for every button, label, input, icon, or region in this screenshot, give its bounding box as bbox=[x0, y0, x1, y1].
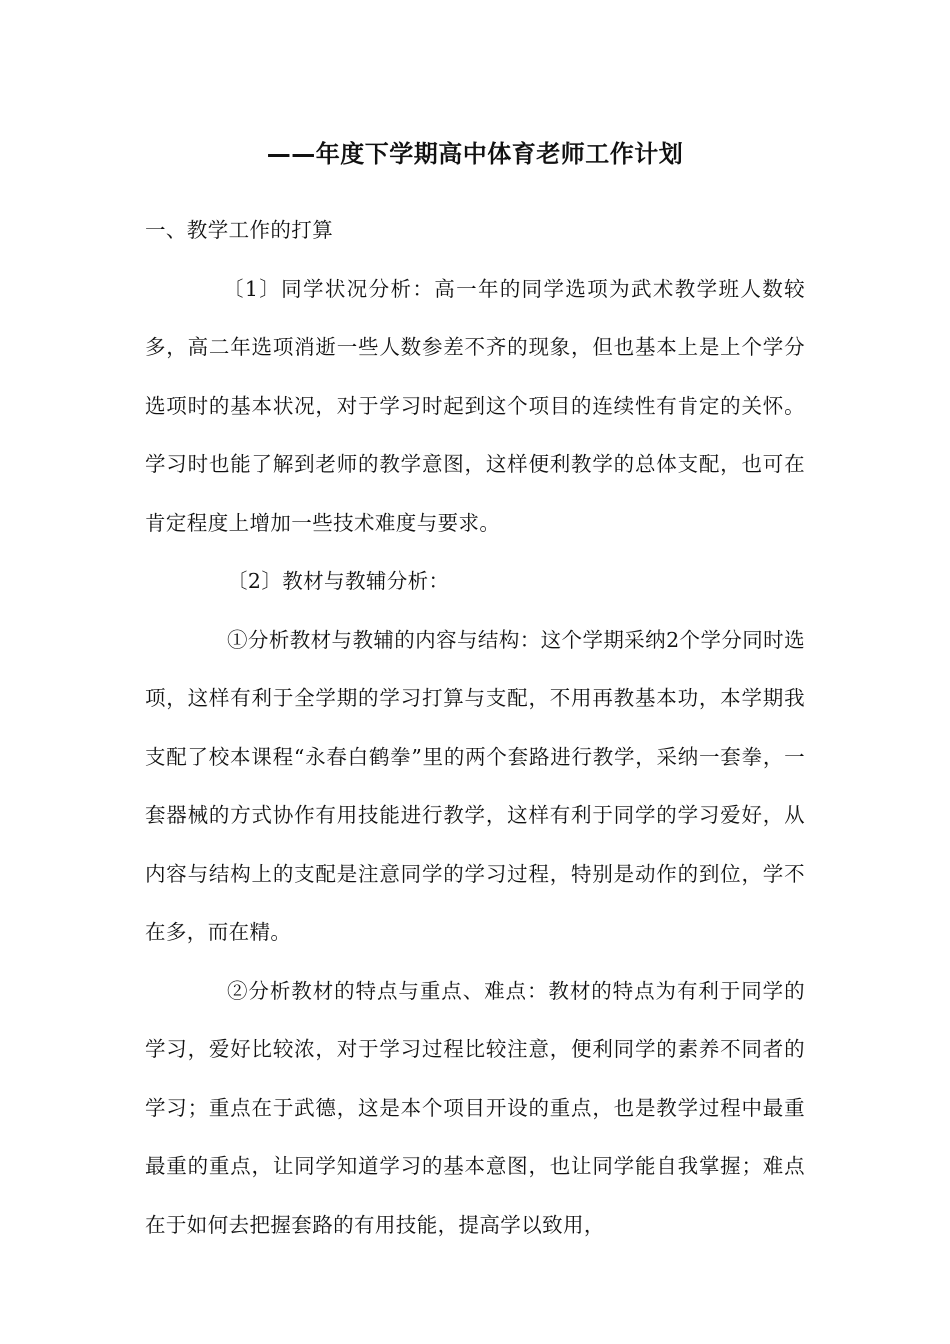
paragraph-materials-heading: 〔2〕教材与教辅分析： bbox=[227, 569, 450, 593]
document-body bbox=[145, 201, 805, 1254]
section-heading: 一、教学工作的打算 bbox=[145, 218, 334, 242]
paragraph-student-analysis: 〔1〕同学状况分析：高一年的同学选项为武术教学班人数较多，高二年选项消逝一些人数参差不齐的现象，但也基本上是上个学分选项时的基本状况，对于学习时起到这个项目的连续性有肯定的关怀。学习时也能了解到老师的教学意图，这样便利教学的总体支配，也可在肯定程度上增加一些技术难度与要求。 bbox=[145, 276, 805, 535]
paragraph-content-structure: ①分析教材与教辅的内容与结构：这个学期采纳2个学分同时选项，这样有利于全学期的学习打算与支配，不用再教基本功，本学期我支配了校本课程“永春白鹤拳”里的两个套路进行教学，采纳一套拳，一套器械的方式协作有用技能进行教学，这样有利于同学的学习爱好，从内容与结构上的支配是注意同学的学习过程，特别是动作的到位，学不在多，而在精。 bbox=[145, 627, 805, 944]
document-title: ——年度下学期高中体育老师工作计划 bbox=[266, 140, 684, 168]
paragraph-features-difficulties: ②分析教材的特点与重点、难点：教材的特点为有利于同学的学习，爱好比较浓，对于学习过程比较注意，便利同学的素养不同者的学习；重点在于武德，这是本个项目开设的重点，也是教学过程中最重最重的重点，让同学知道学习的基本意图，也让同学能自我掌握；难点在于如何去把握套路的有用技能，提高学以致用， bbox=[145, 978, 805, 1237]
